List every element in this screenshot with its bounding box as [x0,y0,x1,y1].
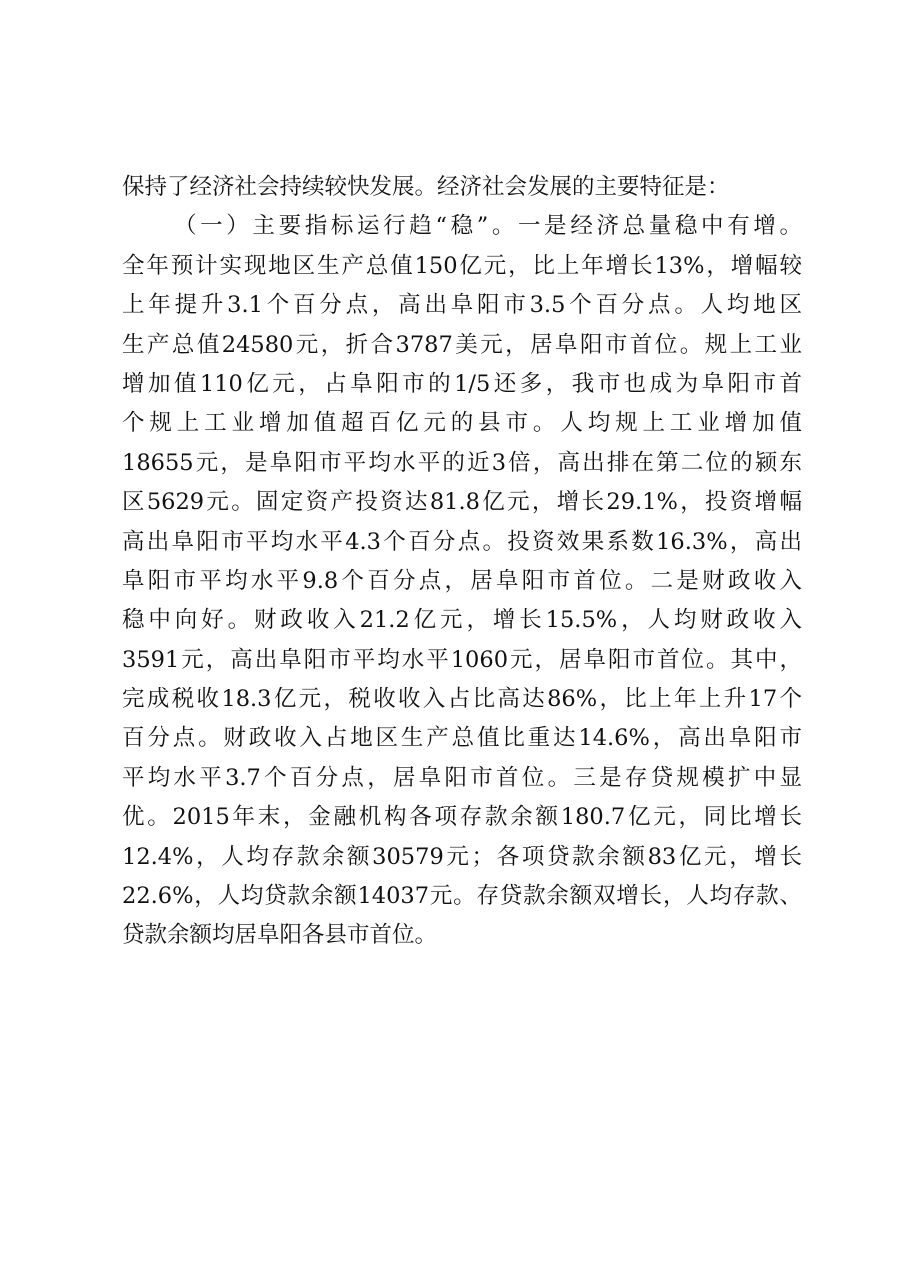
body-text [122,168,802,956]
text-line-14: 完成税收18.3亿元，税收收入占比高达86%，比上年上升17个 [122,686,802,713]
text-line-5: 生产总值24580元，折合3787美元，居阜阳市首位。规上工业 [122,331,802,358]
text-line-19: 22.6%，人均贷款余额14037元。存贷款余额双增长，人均存款、 [122,883,802,910]
text-line-8: 18655元，是阜阳市平均水平的近3倍，高出排在第二位的颍东 [122,449,802,476]
text-line-6: 增加值110亿元，占阜阳市的1/5还多，我市也成为阜阳市首 [122,370,802,397]
text-line-20: 贷款余额均居阜阳各县市首位。 [122,922,438,949]
text-line-18: 12.4%，人均存款余额30579元；各项贷款余额83亿元，增长 [122,843,802,870]
text-line-16: 平均水平3.7个百分点，居阜阳市首位。三是存贷规模扩中显 [122,764,802,791]
text-line-17: 优。2015年末，金融机构各项存款余额180.7亿元，同比增长 [122,804,802,831]
text-line-12: 稳中向好。财政收入21.2亿元，增长15.5%，人均财政收入 [122,607,802,634]
text-line-9: 区5629元。固定资产投资达81.8亿元，增长29.1%，投资增幅 [122,489,802,516]
text-line-1: 保持了经济社会持续较快发展。经济社会发展的主要特征是： [122,174,730,200]
text-line-13: 3591元，高出阜阳市平均水平1060元，居阜阳市首位。其中， [122,646,802,673]
text-line-15: 百分点。财政收入占地区生产总值比重达14.6%，高出阜阳市 [122,725,802,752]
text-line-3: 全年预计实现地区生产总值150亿元，比上年增长13%，增幅较 [122,252,802,279]
text-line-2: （一）主要指标运行趋“稳”。一是经济总量稳中有增。 [174,213,802,240]
text-line-4: 上年提升3.1个百分点，高出阜阳市3.5个百分点。人均地区 [122,292,802,319]
text-line-10: 高出阜阳市平均水平4.3个百分点。投资效果系数16.3%，高出 [122,528,802,555]
text-line-7: 个规上工业增加值超百亿元的县市。人均规上工业增加值 [122,410,802,437]
text-line-11: 阜阳市平均水平9.8个百分点，居阜阳市首位。二是财政收入 [122,567,802,594]
